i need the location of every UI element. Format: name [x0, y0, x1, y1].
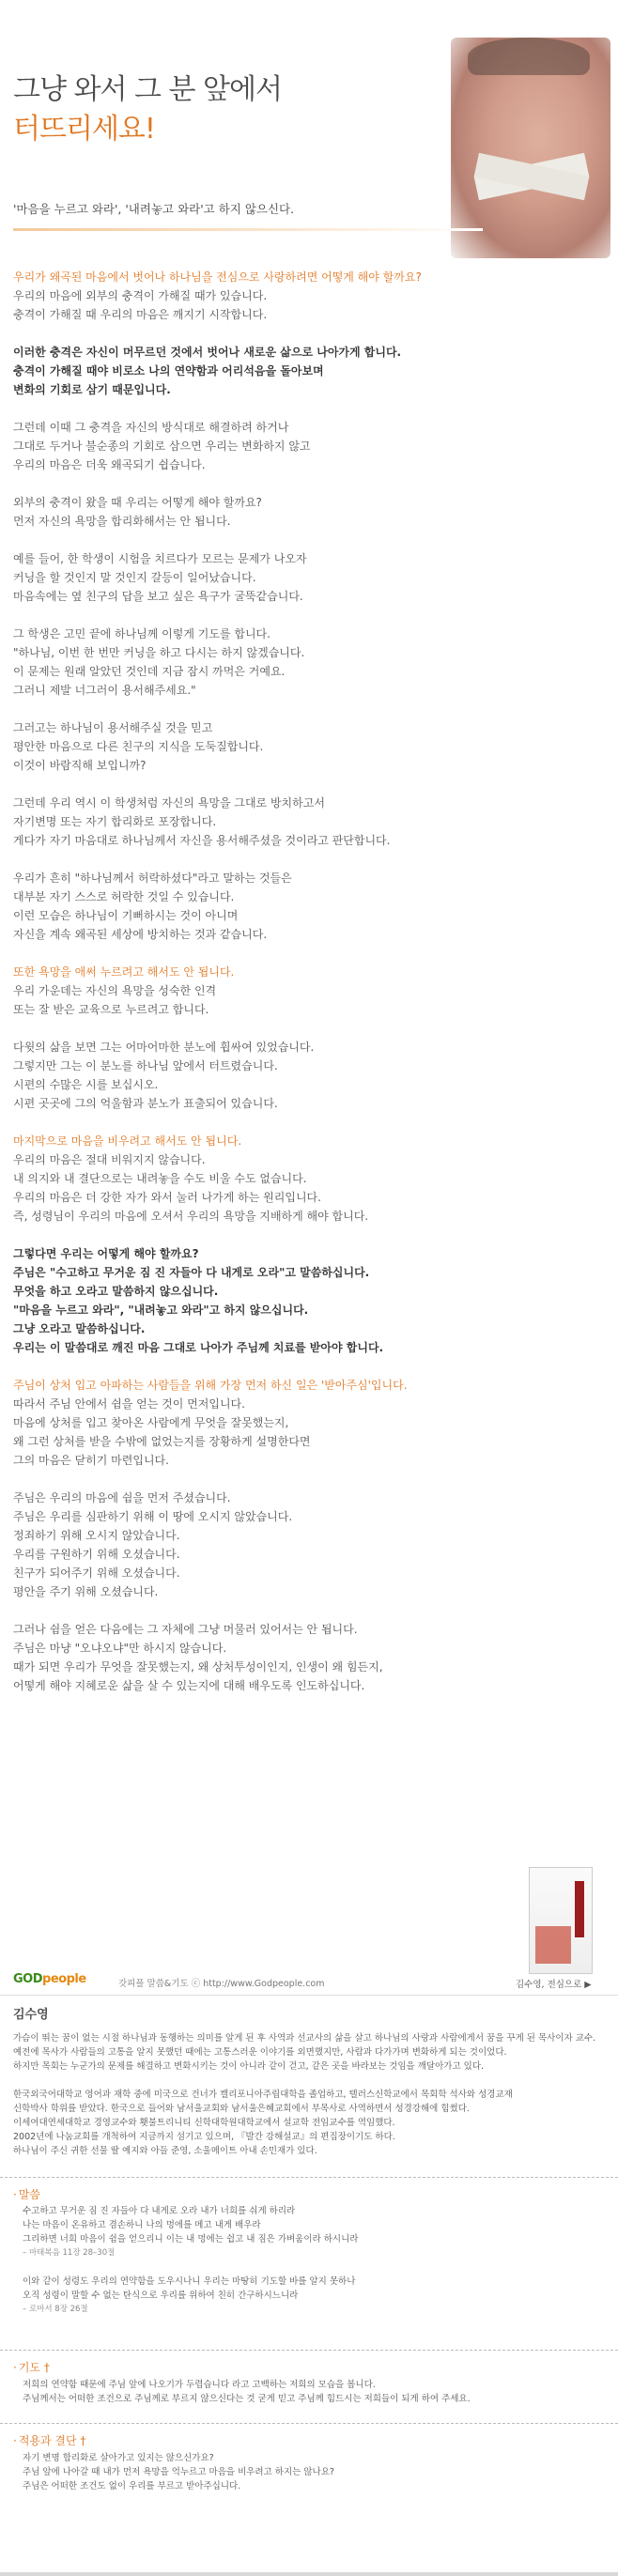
author-bio-line: 하지만 목회는 누군가의 문제를 해결하고 변화시키는 것이 아니라 같이 걷고, 같은 곳을 바라보는 것임을 깨달아가고 있다. [13, 2061, 485, 2072]
article-paragraph [13, 794, 502, 850]
article-paragraph [13, 268, 502, 324]
article-line: 또는 잘 받은 교육으로 누르려고 합니다. [13, 1003, 209, 1016]
scripture-reference: – 마태복음 11장 28–30절 [23, 2248, 116, 2258]
book-link[interactable]: 김수영, 전심으로 ▶ [516, 1980, 592, 1990]
article-line: 그러나 쉼을 얻은 다음에는 그 자체에 그냥 머물러 있어서는 안 됩니다. [13, 1623, 358, 1636]
intro-quote: '마음을 누르고 와라', '내려놓고 와라'고 하지 않으신다. [13, 202, 295, 216]
article-line: 이러한 충격은 자신이 머무르던 것에서 벗어나 새로운 삶으로 나아가게 합니다. [13, 346, 402, 359]
article-line: 때가 되면 우리가 무엇을 잘못했는지, 왜 상처투성이인지, 인생이 왜 힘든지, [13, 1660, 383, 1674]
article-paragraph [13, 869, 502, 944]
article-paragraph [13, 718, 502, 775]
section-title-word-label: 말씀 [18, 2188, 41, 2201]
section-line: 수고하고 무거운 짐 진 자들아 다 내게로 오라 내가 너희를 쉬게 하리라 [23, 2206, 296, 2216]
article-line: 그렇지만 그는 이 분노를 하나님 앞에서 터트렸습니다. [13, 1059, 278, 1072]
article-line: 자신을 계속 왜곡된 세상에 방치하는 것과 같습니다. [13, 928, 268, 941]
article-line: 친구가 되어주기 위해 오셨습니다. [13, 1566, 180, 1580]
section-title-word [13, 2186, 40, 2202]
section-title-prayer [13, 2359, 50, 2375]
article-line: 즉, 성령님이 우리의 마음에 오셔서 우리의 욕망을 지배하게 해야 합니다. [13, 1210, 369, 1223]
article-paragraph [13, 1376, 502, 1470]
section-line: 주님 앞에 나아갈 때 내가 먼저 욕망을 억누르고 마음을 비우려고 하지는 않나요? [23, 2467, 334, 2477]
section-line: 주님은 어떠한 조건도 없이 우리를 부르고 받아주십니다. [23, 2481, 241, 2491]
article-line: 외부의 충격이 왔을 때 우리는 어떻게 해야 할까요? [13, 496, 262, 509]
book-cover-art [535, 1926, 571, 1964]
article-line: 그런데 이때 그 충격을 자신의 방식대로 해결하려 하거나 [13, 421, 289, 434]
article-paragraph [13, 963, 502, 1019]
dagger-icon: † [76, 2434, 86, 2447]
author-bio-line: 2002년에 나눔교회를 개척하여 지금까지 섬기고 있으며, 『발간 강해설교』의 편집장이기도 하다. [13, 2132, 395, 2142]
article-line: 마음속에는 옆 친구의 답을 보고 싶은 욕구가 굴뚝같습니다. [13, 590, 303, 603]
article-line: 자기변명 또는 자기 합리화로 포장합니다. [13, 815, 217, 828]
section-title-apply-label: 적용과 결단 [18, 2434, 77, 2447]
hero-photo [451, 38, 610, 258]
section-word-body [23, 2204, 358, 2317]
article-line: 우리의 마음은 절대 비워지지 않습니다. [13, 1153, 206, 1166]
article-line: 이 문제는 원래 알았던 것인데 지금 잠시 까먹은 거예요. [13, 665, 286, 678]
article-line: 우리를 구원하기 위해 오셨습니다. [13, 1548, 180, 1561]
author-bio-line: 한국외국어대학교 영어과 재학 중에 미국으로 건너가 캘리포니아주립대학을 졸업하고, 텔러스신학교에서 목회학 석사와 성경교재 [13, 2090, 513, 2100]
hero-separator [13, 228, 483, 231]
book-cover[interactable] [529, 1867, 593, 1974]
article-line: 그냥 오라고 말씀하십니다. [13, 1322, 146, 1335]
article-line: 주님은 "수고하고 무거운 짐 진 자들아 다 내게로 오라"고 말씀하십니다. [13, 1266, 370, 1279]
section-apply-body [23, 2451, 334, 2493]
article-line: "마음을 누르고 와라", "내려놓고 와라"고 하지 않으십니다. [13, 1303, 309, 1317]
section-prayer-body [23, 2378, 471, 2406]
article-paragraph [13, 549, 502, 606]
article-line: 우리는 이 말씀대로 깨진 마음 그대로 나아가 주님께 치료를 받아야 합니다. [13, 1341, 384, 1354]
author-bio-line: 하나님이 주신 귀한 선물 딸 예지와 아들 준영, 소울메이트 아내 손민재가 있다. [13, 2146, 317, 2156]
section-divider [0, 2350, 618, 2351]
article-line: 우리가 왜곡된 마음에서 벗어나 하나님을 전심으로 사랑하려면 어떻게 해야 할까요? [13, 270, 422, 284]
article-line: 변화의 기회로 삼기 때문입니다. [13, 383, 171, 396]
godpeople-logo[interactable] [13, 1972, 86, 1986]
article-line: 우리의 마음은 더 강한 자가 와서 눌러 나가게 하는 원리입니다. [13, 1191, 321, 1204]
article-line: 무엇을 하고 오라고 말씀하지 않으십니다. [13, 1285, 219, 1298]
section-line: 주님께서는 어떠한 조건으로 주님께로 부르지 않으신다는 것 굳게 믿고 주님께 힘드시는 저희들이 되게 하여 주세요. [23, 2394, 471, 2404]
article-paragraph [13, 1620, 502, 1695]
footer-copyright: 갓피플 말씀&기도 ⓒ http://www.Godpeople.com [118, 1979, 325, 1989]
author-bio-line: 신학박사 학위를 받았다. 한국으로 들어와 남서울교회와 남서울은혜교회에서 부목사로 사역하면서 성경강해에 힘썼다. [13, 2104, 470, 2114]
hero-photo-hair [468, 38, 590, 75]
article-paragraph [13, 1489, 502, 1601]
article-line: 내 의지와 내 결단으로는 내려놓을 수도 비울 수도 없습니다. [13, 1172, 307, 1185]
hero-banner [0, 0, 618, 177]
article-paragraph [13, 1038, 502, 1113]
article-line: 그대로 두거나 불순종의 기회로 삼으면 우리는 변화하지 않고 [13, 440, 311, 453]
article-line: 어떻게 해야 지혜로운 삶을 살 수 있는지에 대해 배우도록 인도하십니다. [13, 1679, 365, 1692]
article-line: 마음에 상처를 입고 찾아온 사람에게 무엇을 잘못했는지, [13, 1416, 289, 1429]
author-bio-line: 예전에 목사가 사람들의 고통을 알지 못했던 때에는 고통스러운 이야기를 외면했지만, 사람과 다가가며 변화하게 되는 것이었다. [13, 2047, 507, 2058]
article-line: 다윗의 삶을 보면 그는 어마어마한 분노에 휩싸여 있었습니다. [13, 1041, 315, 1054]
article-line: 주님은 우리를 심판하기 위해 이 땅에 오시지 않았습니다. [13, 1510, 293, 1523]
article-line: 주님이 상처 입고 아파하는 사람들을 위해 가장 먼저 하신 일은 '받아주심'입니다. [13, 1379, 408, 1392]
article-paragraph [13, 1244, 502, 1357]
article-paragraph [13, 1132, 502, 1226]
article-paragraph [13, 493, 502, 531]
book-title-mark [575, 1881, 584, 1937]
bullet-icon: · [13, 2434, 17, 2447]
article-paragraph [13, 343, 502, 399]
section-divider [0, 2177, 618, 2178]
section-divider [0, 2423, 618, 2424]
article-line: 시편의 수많은 시를 보십시오. [13, 1078, 159, 1091]
article-line: 우리의 마음에 외부의 충격이 가해질 때가 있습니다. [13, 289, 268, 302]
article-line: 그러니 제발 너그러이 용서해주세요." [13, 684, 196, 697]
article-body [13, 268, 502, 1714]
logo-main: GOD [13, 1972, 43, 1986]
author-section [13, 2004, 605, 2158]
section-line: 자기 변명 합리화로 살아가고 있지는 않으신가요? [23, 2453, 214, 2463]
article-line: 게다가 자기 마음대로 하나님께서 자신을 용서해주셨을 것이라고 판단합니다. [13, 834, 391, 847]
article-line: 주님은 마냥 "오냐오냐"만 하시지 않습니다. [13, 1642, 227, 1655]
article-line: 충격이 가해질 때야 비로소 나의 연약함과 어리석음을 돌아보며 [13, 364, 324, 378]
article-line: 커닝을 할 것인지 말 것인지 갈등이 일어났습니다. [13, 571, 256, 584]
author-bio [13, 2031, 605, 2158]
article-line: 그러고는 하나님이 용서해주실 것을 믿고 [13, 721, 213, 734]
author-bio-line: 가슴이 뛰는 꿈이 없는 시절 하나님과 동행하는 의미를 알게 된 후 사역과 선교사의 삶을 살고 하나님의 사랑과 사람에게서 꿈을 꾸게 된 목사이자 교수. [13, 2033, 596, 2044]
article-line: 시편 곳곳에 그의 억울함과 분노가 표출되어 있습니다. [13, 1097, 278, 1110]
hero-title-line2: 터뜨리세요! [13, 113, 155, 146]
scripture-reference: – 로마서 8장 26절 [23, 2305, 88, 2314]
author-bio-line [13, 2074, 605, 2088]
section-title-apply [13, 2432, 85, 2448]
logo-accent: people [42, 1972, 86, 1986]
article-line: 우리 가운데는 자신의 욕망을 성숙한 인격 [13, 984, 217, 997]
author-bio-line: 이세여대연세대학교 경영교수와 횃불트리니티 신학대학원대학교에서 설교학 전임교수를 역임했다. [13, 2118, 395, 2128]
article-line: 그 학생은 고민 끝에 하나님께 이렇게 기도를 합니다. [13, 627, 270, 640]
article-line: 우리가 흔히 "하나님께서 허락하셨다"라고 말하는 것들은 [13, 872, 292, 885]
footer-divider [0, 1995, 618, 1996]
article-line: 대부분 자기 스스로 허락한 것일 수 있습니다. [13, 890, 235, 903]
article-line: 그의 마음은 닫히기 마련입니다. [13, 1454, 169, 1467]
article-line: 그런데 우리 역시 이 학생처럼 자신의 욕망을 그대로 방치하고서 [13, 796, 325, 810]
article-paragraph [13, 625, 502, 700]
article-line: 우리의 마음은 더욱 왜곡되기 쉽습니다. [13, 458, 206, 471]
page-bottom-border [0, 2572, 618, 2576]
article-line: 그렇다면 우리는 어떻게 해야 할까요? [13, 1247, 199, 1260]
article-line: 따라서 주님 안에서 쉼을 얻는 것이 먼저입니다. [13, 1397, 245, 1411]
article-line: 평안을 주기 위해 오셨습니다. [13, 1585, 159, 1598]
hero-title-line1: 그냥 와서 그 분 앞에서 [13, 73, 282, 106]
article-line: 마지막으로 마음을 비우려고 해서도 안 됩니다. [13, 1134, 242, 1148]
article-line: 먼저 자신의 욕망을 합리화해서는 안 됩니다. [13, 515, 231, 528]
bullet-icon: · [13, 2188, 17, 2201]
article-line: 충격이 가해질 때 우리의 마음은 깨지기 시작합니다. [13, 308, 268, 321]
section-line: 이와 같이 성령도 우리의 연약함을 도우시나니 우리는 마땅히 기도할 바를 알지 못하나 [23, 2276, 356, 2287]
bullet-icon: · [13, 2361, 17, 2374]
dagger-icon: † [40, 2361, 50, 2374]
article-line: 평안한 마음으로 다른 친구의 지식을 도둑질합니다. [13, 740, 264, 753]
article-line: 이런 모습은 하나님이 기뻐하시는 것이 아니며 [13, 909, 239, 922]
article-paragraph [13, 418, 502, 474]
section-line: 나는 마음이 온유하고 겸손하니 나의 멍에를 메고 내게 배우라 [23, 2220, 261, 2230]
article-line: 주님은 우리의 마음에 쉼을 먼저 주셨습니다. [13, 1491, 231, 1504]
article-line: 정죄하기 위해 오시지 않았습니다. [13, 1529, 180, 1542]
section-line: 저희의 연약함 때문에 주님 앞에 나오기가 두렵습니다 라고 고백하는 저희의 모습을 봅니다. [23, 2380, 376, 2390]
article-line: 예를 들어, 한 학생이 시험을 치르다가 모르는 문제가 나오자 [13, 552, 307, 565]
section-line: 오직 성령이 말할 수 없는 탄식으로 우리를 위하여 친히 간구하시느니라 [23, 2291, 299, 2301]
spacer [23, 2260, 358, 2275]
section-line: 그리하면 너희 마음이 쉼을 얻으리니 이는 내 멍에는 쉽고 내 짐은 가벼움이라 하시니라 [23, 2234, 359, 2244]
section-title-prayer-label: 기도 [18, 2361, 41, 2374]
article-line: 왜 그런 상처를 받을 수밖에 없었는지를 장황하게 설명한다면 [13, 1435, 311, 1448]
article-line: 또한 욕망을 애써 누르려고 해서도 안 됩니다. [13, 965, 235, 979]
article-line: "하나님, 이번 한 번만 커닝을 하고 다시는 하지 않겠습니다. [13, 646, 305, 659]
author-name: 김수영 [13, 2008, 49, 2022]
article-line: 이것이 바람직해 보입니까? [13, 759, 147, 772]
